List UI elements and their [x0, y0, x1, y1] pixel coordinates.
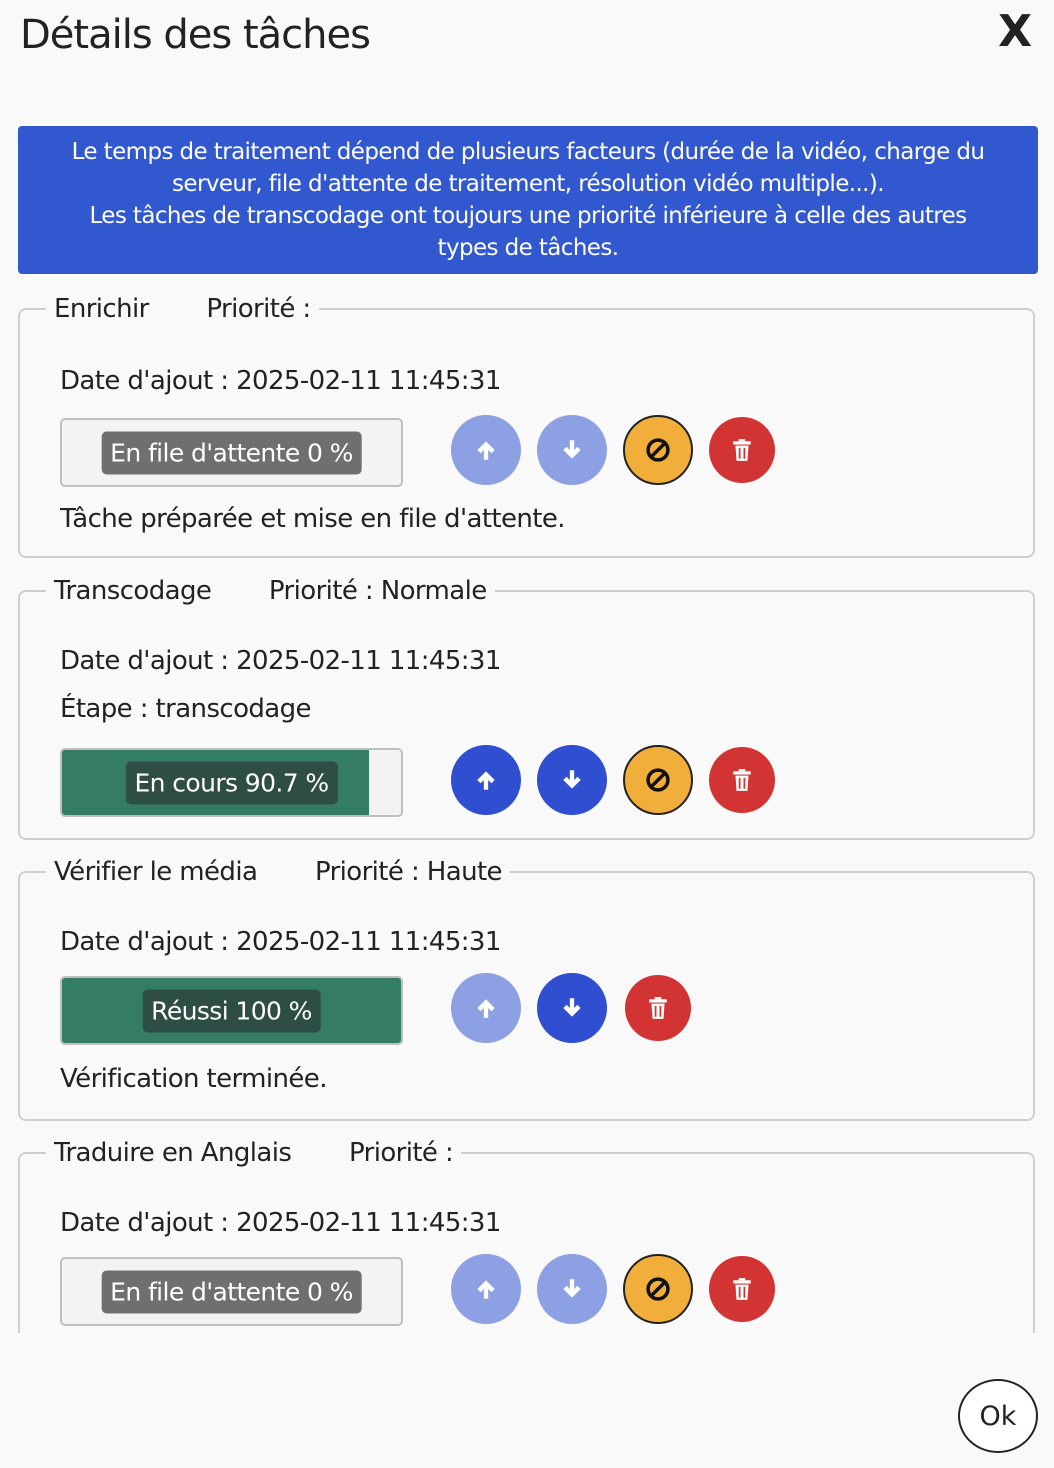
move-down-button[interactable]: [537, 745, 607, 815]
arrow-up-icon: [473, 437, 499, 463]
task-priority: Priorité : Haute: [314, 857, 502, 887]
cancel-button[interactable]: [623, 415, 693, 485]
info-line: Le temps de traitement dépend de plusieurs facteurs (durée de la vidéo, charge du: [71, 139, 985, 165]
task-message: Vérification terminée.: [60, 1064, 327, 1094]
cancel-icon: [644, 1275, 672, 1303]
arrow-down-icon: [559, 767, 585, 793]
ok-button[interactable]: Ok: [958, 1379, 1038, 1453]
task-date: Date d'ajout : 2025-02-11 11:45:31: [60, 646, 501, 676]
task-list[interactable]: [0, 280, 1054, 1333]
progress-label: En cours 90.7 %: [125, 761, 337, 804]
progress-label: En file d'attente 0 %: [101, 1270, 362, 1313]
move-down-button[interactable]: [537, 1254, 607, 1324]
cancel-button[interactable]: [623, 745, 693, 815]
move-down-button[interactable]: [537, 973, 607, 1043]
arrow-down-icon: [559, 1276, 585, 1302]
trash-icon: [731, 768, 753, 792]
task-progress-bar: [60, 748, 403, 817]
task-progress-bar: [60, 1257, 403, 1326]
task-card-enrichir: [18, 294, 1035, 558]
delete-button[interactable]: [625, 975, 691, 1041]
progress-label: En file d'attente 0 %: [101, 431, 362, 474]
delete-button[interactable]: [709, 417, 775, 483]
task-date: Date d'ajout : 2025-02-11 11:45:31: [60, 927, 501, 957]
trash-icon: [731, 1277, 753, 1301]
move-up-button[interactable]: [451, 745, 521, 815]
task-progress-bar: [60, 418, 403, 487]
task-date: Date d'ajout : 2025-02-11 11:45:31: [60, 1208, 501, 1238]
task-priority: Priorité : Normale: [268, 576, 487, 606]
info-line: serveur, file d'attente de traitement, résolution vidéo multiple...).: [172, 171, 884, 197]
cancel-button[interactable]: [623, 1254, 693, 1324]
arrow-up-icon: [473, 767, 499, 793]
info-line: types de tâches.: [437, 235, 619, 261]
task-legend: [46, 576, 495, 606]
cancel-icon: [644, 766, 672, 794]
task-name: Transcodage: [54, 576, 212, 606]
trash-icon: [647, 996, 669, 1020]
task-card-transcodage: [18, 576, 1035, 840]
arrow-down-icon: [559, 995, 585, 1021]
task-legend: [46, 857, 510, 887]
close-button[interactable]: X: [998, 6, 1032, 57]
move-up-button[interactable]: [451, 973, 521, 1043]
task-card-verifier-media: [18, 857, 1035, 1121]
task-priority: Priorité :: [348, 1138, 454, 1168]
task-progress-bar: [60, 976, 403, 1045]
info-line: Les tâches de transcodage ont toujours une priorité inférieure à celle des autres: [89, 203, 967, 229]
task-legend: [46, 294, 319, 324]
info-banner: [18, 126, 1038, 274]
move-up-button[interactable]: [451, 415, 521, 485]
task-step: Étape : transcodage: [60, 694, 311, 724]
cancel-icon: [644, 436, 672, 464]
delete-button[interactable]: [709, 1256, 775, 1322]
move-up-button[interactable]: [451, 1254, 521, 1324]
task-name: Traduire en Anglais: [54, 1138, 292, 1168]
delete-button[interactable]: [709, 747, 775, 813]
task-message: Tâche préparée et mise en file d'attente.: [60, 504, 565, 534]
dialog-title: Détails des tâches: [20, 12, 370, 58]
task-card-traduire-anglais: [18, 1138, 1035, 1333]
task-legend: [46, 1138, 461, 1168]
move-down-button[interactable]: [537, 415, 607, 485]
arrow-down-icon: [559, 437, 585, 463]
trash-icon: [731, 438, 753, 462]
task-date: Date d'ajout : 2025-02-11 11:45:31: [60, 366, 501, 396]
arrow-up-icon: [473, 1276, 499, 1302]
task-name: Enrichir: [54, 294, 149, 324]
task-priority: Priorité :: [206, 294, 311, 324]
progress-label: Réussi 100 %: [142, 989, 321, 1032]
task-name: Vérifier le média: [54, 857, 258, 887]
arrow-up-icon: [473, 995, 499, 1021]
